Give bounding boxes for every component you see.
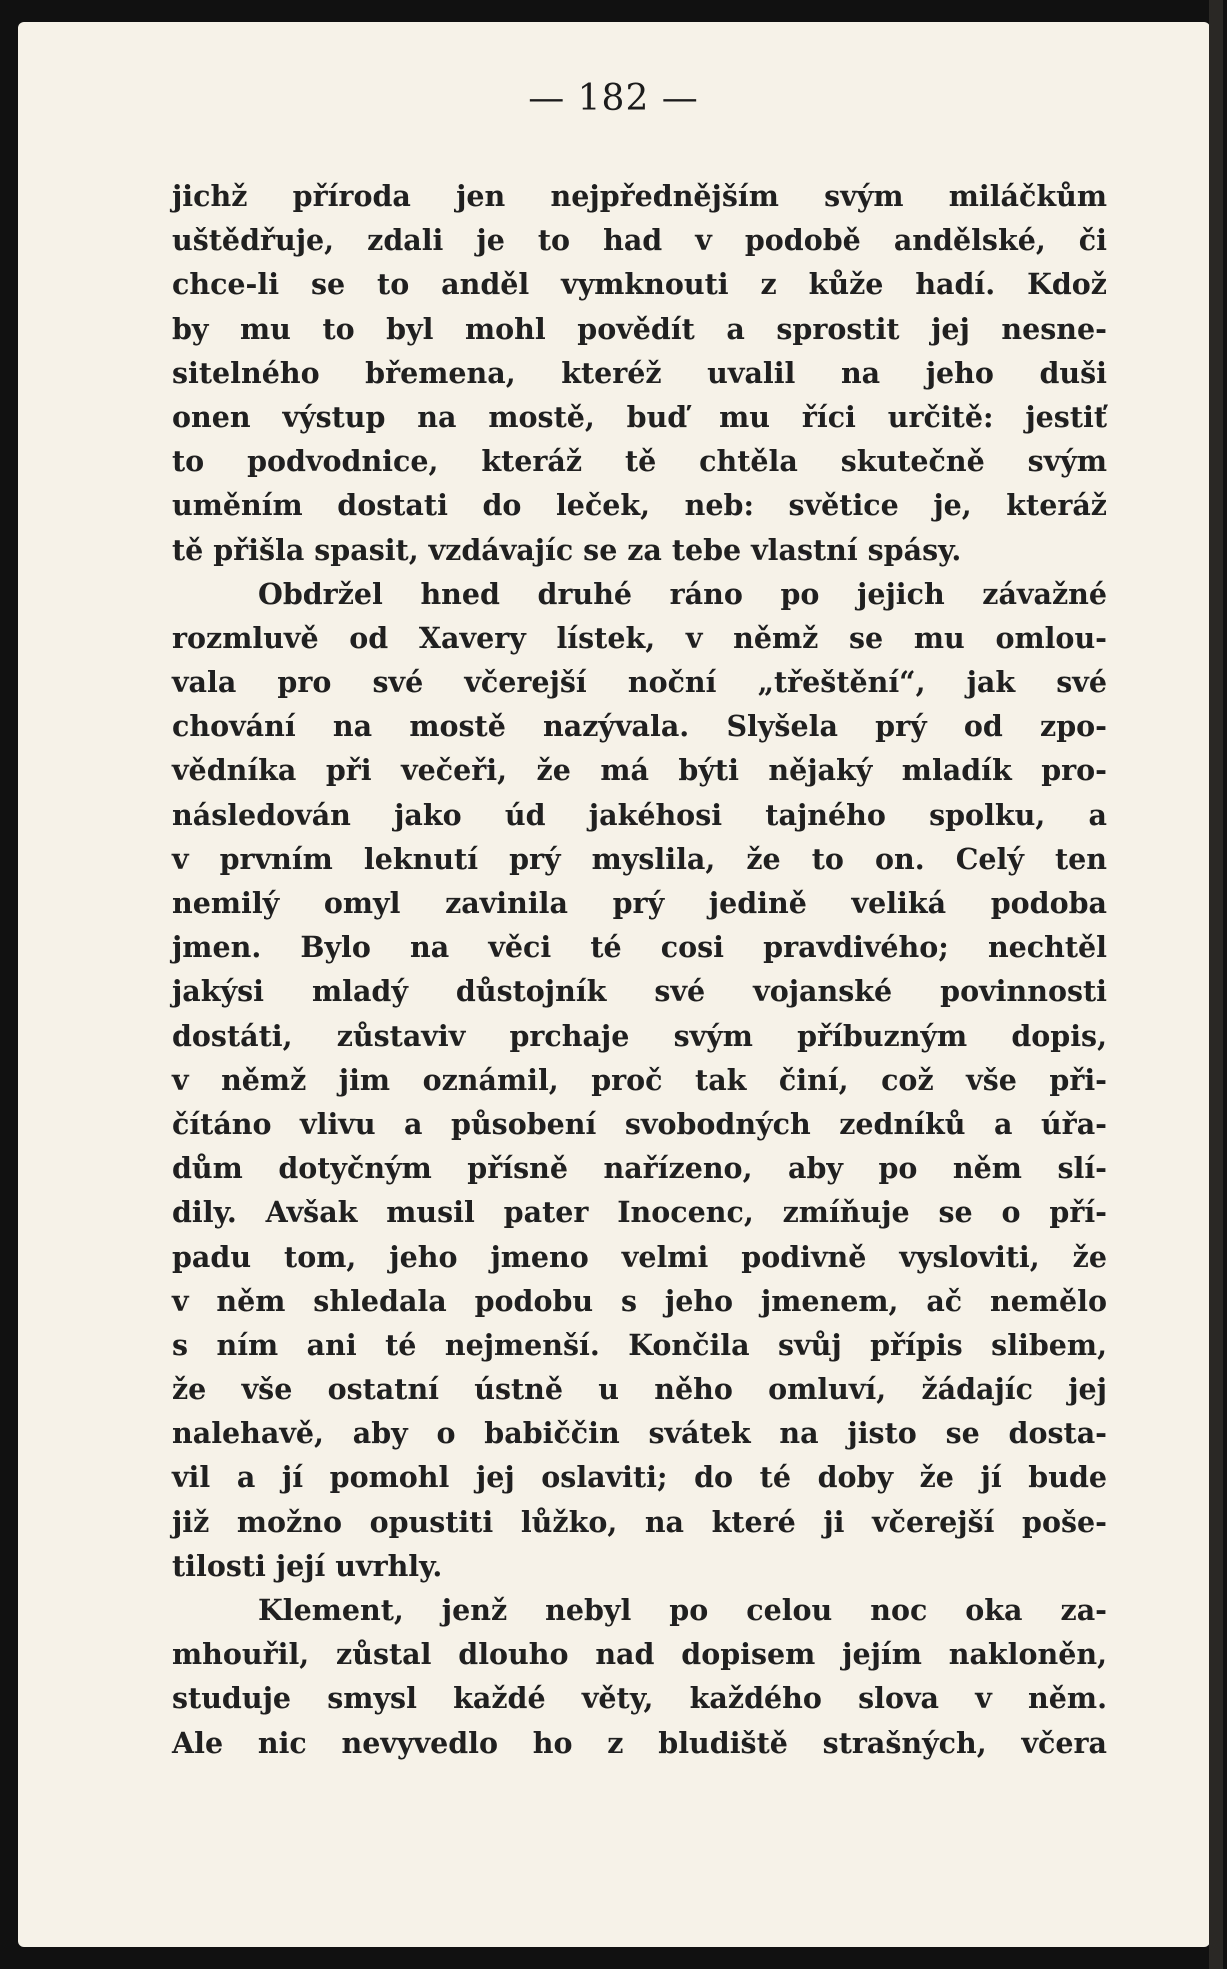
text-line: uštědřuje, zdali je to had v podobě andělské, či: [172, 223, 1107, 258]
text-line: jakýsi mladý důstojník své vojanské povinnosti: [172, 974, 1107, 1009]
page-number: — 182 —: [528, 78, 699, 119]
text-line: čítáno vlivu a působení svobodných zedníků a úřa-: [172, 1106, 1107, 1141]
text-line: vědníka při večeři, že má býti nějaký mladík pro-: [172, 753, 1107, 788]
text-line: následován jako úd jakéhosi tajného spolku, a: [172, 797, 1107, 832]
text-line: Ale nic nevyvedlo ho z bludiště strašných, včera: [172, 1725, 1107, 1760]
text-line: chce-li se to anděl vymknouti z kůže hadí. Kdož: [172, 267, 1107, 302]
text-line: chování na mostě nazývala. Slyšela prý od zpo-: [172, 709, 1107, 744]
text-line: nemilý omyl zavinila prý jedině veliká podoba: [172, 886, 1107, 920]
text-line: dily. Avšak musil pater Inocenc, zmíňuje se o pří-: [172, 1195, 1107, 1230]
text-line: uměním dostati do leček, neb: světice je, kteráž: [172, 488, 1107, 523]
text-line: tě přišla spasit, vzdávajíc se za tebe vlastní spásy.: [172, 532, 962, 567]
text-line: v něm shledala podobu s jeho jmenem, ač nemělo: [172, 1283, 1107, 1318]
body-text: [172, 174, 1107, 1765]
text-line: jichž příroda jen nejpřednějším svým miláčkům: [172, 179, 1107, 213]
text-line: v prvním leknutí prý myslila, že to on. Celý ten: [172, 841, 1107, 876]
text-line: studuje smysl každé věty, každého slova v něm.: [172, 1681, 1107, 1716]
text-line: onen výstup na mostě, buď mu říci určitě: jestiť: [172, 399, 1107, 434]
text-line: by mu to byl mohl povědít a sprostit jej nesne-: [172, 311, 1107, 346]
text-line: jmen. Bylo na věci té cosi pravdivého; nechtěl: [172, 930, 1107, 965]
text-line: vil a jí pomohl jej oslaviti; do té doby že jí bude: [172, 1460, 1107, 1495]
paragraph-start-line: Klement, jenž nebyl po celou noc oka za-: [258, 1593, 1107, 1627]
text-line: padu tom, jeho jmeno velmi podivně vysloviti, že: [172, 1239, 1107, 1274]
text-line: rozmluvě od Xavery lístek, v němž se mu omlou-: [172, 620, 1107, 655]
text-line: nalehavě, aby o babiččin svátek na jisto se dosta-: [172, 1416, 1107, 1451]
text-line: vala pro své včerejší noční „třeštění“, jak své: [172, 665, 1107, 700]
text-line: to podvodnice, kteráž tě chtěla skutečně svým: [172, 444, 1107, 479]
text-line: tilosti její uvrhly.: [172, 1548, 443, 1583]
text-line: dům dotyčným přísně nařízeno, aby po něm slí-: [172, 1151, 1107, 1186]
text-line: dostáti, zůstaviv prchaje svým příbuzným dopis,: [172, 1018, 1107, 1053]
text-line: již možno opustiti lůžko, na které ji včerejší poše-: [172, 1504, 1107, 1539]
paragraph-start-line: Obdržel hned druhé ráno po jejich závažné: [258, 576, 1107, 611]
text-line: v němž jim oznámil, proč tak činí, což vše při-: [172, 1062, 1107, 1097]
text-line: mhouřil, zůstal dlouho nad dopisem jejím nakloněn,: [172, 1637, 1107, 1672]
text-line: s ním ani té nejmenší. Končila svůj přípis slibem,: [172, 1327, 1107, 1362]
book-spine-edge: [1209, 0, 1223, 1969]
text-line: že vše ostatní ústně u něho omluví, žádajíc jej: [172, 1372, 1107, 1407]
text-line: sitelného břemena, kteréž uvalil na jeho duši: [172, 355, 1107, 390]
